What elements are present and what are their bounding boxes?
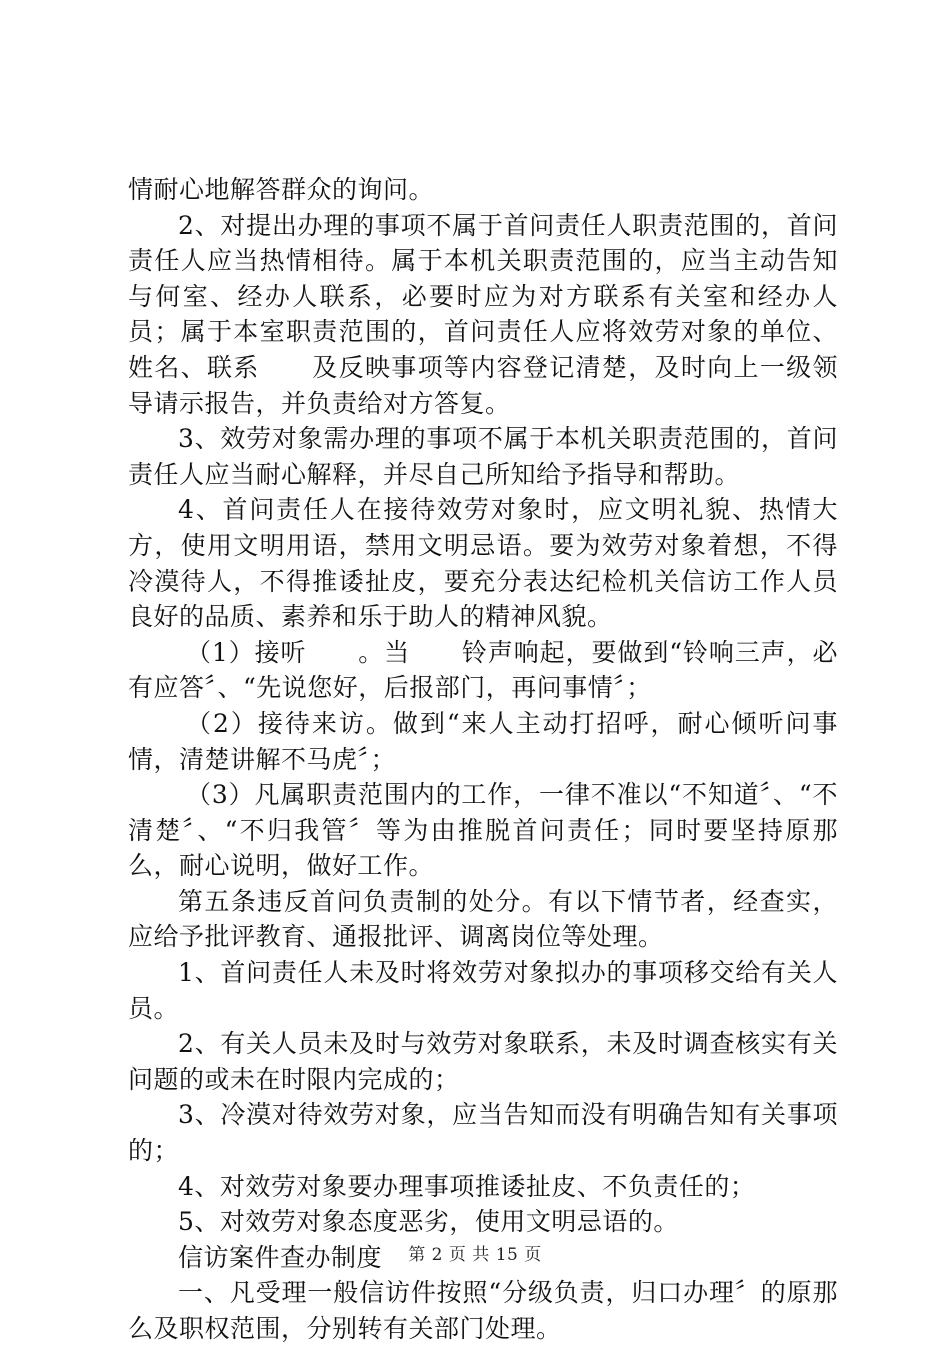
paragraph: 2、有关人员未及时与效劳对象联系，未及时调查核实有关问题的或未在时限内完成的； (128, 1029, 838, 1094)
paragraph: 2、对提出办理的事项不属于首问责任人职责范围的，首问责任人应当热情相待。属于本机关职责范围的，应当主动告知与何室、经办人联系，必要时应为对方联系有关室和经办人员；属于本室职责范围的，首问责任人应将效劳对象的单位、姓名、联系 及反映事项等内容登记清楚，及时向上一级领导请示报告，并负责给对方答复。 (128, 210, 838, 418)
paragraph: 4、首问责任人在接待效劳对象时，应文明礼貌、热情大方，使用文明用语，禁用文明忌语。要为效劳对象着想，不得冷漠待人，不得推诿扯皮，要充分表达纪检机关信访工作人员良好的品质、素养和乐于助人的精神风貌。 (128, 495, 838, 632)
paragraph: 3、效劳对象需办理的事项不属于本机关职责范围的，首问责任人应当耐心解释，并尽自己所知给予指导和帮助。 (128, 424, 838, 489)
paragraph: 4、对效劳对象要办理事项推诿扯皮、不负责任的； (178, 1171, 756, 1201)
document-body (128, 172, 838, 1347)
page-number-footer: 第 2 页 共 15 页 (408, 1245, 542, 1265)
paragraph: （3）凡属职责范围内的工作，一律不准以“不知道〞、“不清楚〞、“不归我管〞等为由推脱首问责任；同时要坚持原那么，耐心说明，做好工作。 (128, 780, 838, 881)
paragraph: 1、首问责任人未及时将效劳对象拟办的事项移交给有关人员。 (128, 958, 838, 1023)
section-heading: 信访案件查办制度 (178, 1242, 383, 1272)
paragraph: 情耐心地解答群众的询问。 (128, 175, 435, 204)
paragraph: 5、对效劳对象态度恶劣，使用文明忌语的。 (178, 1207, 679, 1237)
paragraph: 一、凡受理一般信访件按照“分级负责，归口办理〞的原那么及职权范围，分别转有关部门处理。 (128, 1278, 838, 1343)
paragraph: （2）接待来访。做到“来人主动打招呼，耐心倾听问事情，清楚讲解不马虎〞； (128, 708, 838, 774)
paragraph: （1）接听 。当 铃声响起，要做到“铃响三声，必有应答〞、“先说您好，后报部门，再问事情〞； (128, 637, 838, 703)
paragraph: 第五条违反首问负责制的处分。有以下情节者，经查实，应给予批评教育、通报批评、调离岗位等处理。 (128, 886, 838, 952)
paragraph: 3、冷漠对待效劳对象，应当告知而没有明确告知有关事项的； (128, 1100, 838, 1166)
